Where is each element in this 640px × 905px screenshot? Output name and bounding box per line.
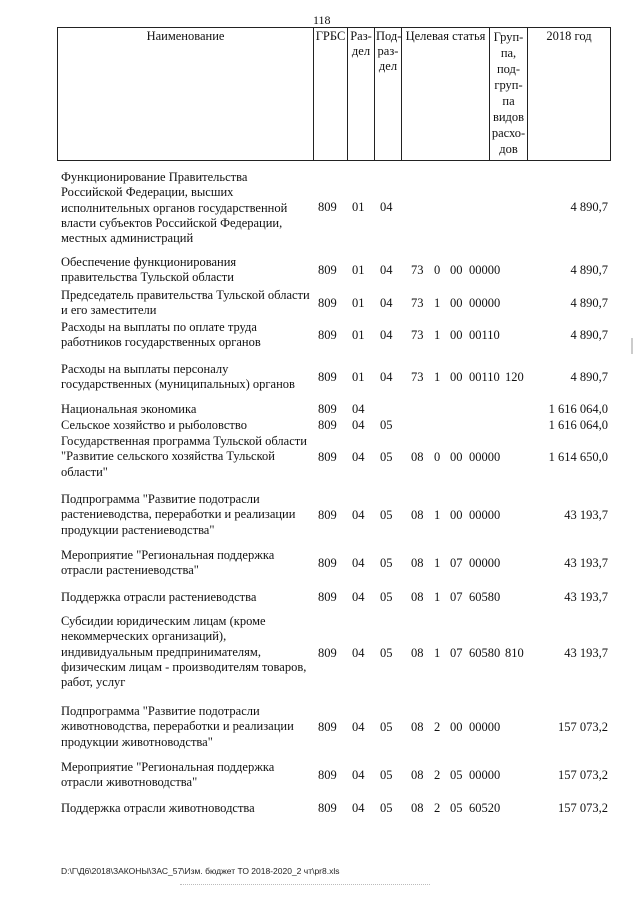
row-name: Сельское хозяйство и рыболовство xyxy=(61,418,247,432)
row-target-subprogram: 1 xyxy=(434,556,441,570)
row-target-program: 08 xyxy=(411,720,424,734)
header-podrazdel: Под- раз- дел xyxy=(375,28,402,161)
row-target-program: 08 xyxy=(411,768,424,782)
row-target-program: 08 xyxy=(411,508,424,522)
row-razdel: 01 xyxy=(352,328,365,342)
row-amount: 4 890,7 xyxy=(570,296,608,310)
row-target-direction: 60520 xyxy=(469,801,501,815)
row-target-program: 73 xyxy=(411,296,424,310)
row-target-event: 05 xyxy=(450,801,463,815)
row-name: Мероприятие "Региональная поддержка отрасли растениеводства" xyxy=(61,548,275,578)
row-amount: 157 073,2 xyxy=(558,720,608,734)
row-amount: 157 073,2 xyxy=(558,768,608,782)
row-target-program: 08 xyxy=(411,556,424,570)
row-amount: 43 193,7 xyxy=(564,590,608,604)
row-target-subprogram: 0 xyxy=(434,450,441,464)
row-target-program: 73 xyxy=(411,328,424,342)
row-podrazdel: 04 xyxy=(380,296,393,310)
row-grbs: 809 xyxy=(318,720,337,734)
row-target-event: 00 xyxy=(450,508,463,522)
row-name: Субсидии юридическим лицам (кроме некоммерческих организаций), индивидуальным предпринимателям, физическим лицам - производителям товаров, работ, услуг xyxy=(61,614,307,690)
row-amount: 1 616 064,0 xyxy=(548,402,608,416)
row-name: Поддержка отрасли растениеводства xyxy=(61,590,257,604)
row-razdel: 01 xyxy=(352,370,365,384)
row-razdel: 04 xyxy=(352,590,365,604)
row-amount: 1 614 650,0 xyxy=(548,450,608,464)
row-podrazdel: 05 xyxy=(380,508,393,522)
row-razdel: 04 xyxy=(352,450,365,464)
row-grbs: 809 xyxy=(318,296,337,310)
row-amount: 43 193,7 xyxy=(564,556,608,570)
row-target-direction: 00000 xyxy=(469,263,501,277)
row-target-event: 00 xyxy=(450,296,463,310)
row-podrazdel: 04 xyxy=(380,200,393,214)
row-target-event: 00 xyxy=(450,370,463,384)
row-razdel: 04 xyxy=(352,418,365,432)
row-grbs: 809 xyxy=(318,450,337,464)
row-razdel: 01 xyxy=(352,263,365,277)
row-podrazdel: 05 xyxy=(380,768,393,782)
row-grbs: 809 xyxy=(318,328,337,342)
row-name: Подпрограмма "Развитие подотрасли животноводства, переработки и реализации продукции животноводства" xyxy=(61,704,294,749)
row-amount: 4 890,7 xyxy=(570,370,608,384)
row-podrazdel: 05 xyxy=(380,720,393,734)
row-amount: 157 073,2 xyxy=(558,801,608,815)
row-name: Обеспечение функционирования правительства Тульской области xyxy=(61,255,237,285)
header-razdel: Раз- дел xyxy=(348,28,375,161)
row-name: Подпрограмма "Развитие подотрасли растениеводства, переработки и реализации продукции растениеводства" xyxy=(61,492,296,537)
row-amount: 4 890,7 xyxy=(570,200,608,214)
row-grbs: 809 xyxy=(318,556,337,570)
row-grbs: 809 xyxy=(318,263,337,277)
row-target-direction: 00110 xyxy=(469,328,500,342)
row-name: Расходы на выплаты по оплате труда работников государственных органов xyxy=(61,320,261,350)
page-number: 118 xyxy=(313,13,331,27)
row-target-program: 08 xyxy=(411,590,424,604)
row-vid: 810 xyxy=(505,646,524,660)
row-target-event: 07 xyxy=(450,556,463,570)
row-grbs: 809 xyxy=(318,508,337,522)
row-amount: 4 890,7 xyxy=(570,263,608,277)
header-target: Целевая статья xyxy=(402,28,490,161)
header-year: 2018 год xyxy=(528,28,611,161)
scan-artifact-line xyxy=(180,884,430,885)
row-target-event: 00 xyxy=(450,720,463,734)
header-name: Наименование xyxy=(58,28,314,161)
row-target-subprogram: 0 xyxy=(434,263,441,277)
row-grbs: 809 xyxy=(318,418,337,432)
row-podrazdel: 05 xyxy=(380,590,393,604)
row-amount: 1 616 064,0 xyxy=(548,418,608,432)
row-target-subprogram: 1 xyxy=(434,328,441,342)
file-path-footer: D:\Г\Д6\2018\ЗАКОНЫ\ЗАС_57\Изм. бюджет ТО 2018-2020_2 чт\pr8.xls xyxy=(61,866,340,876)
row-grbs: 809 xyxy=(318,646,337,660)
row-amount: 43 193,7 xyxy=(564,508,608,522)
row-target-subprogram: 1 xyxy=(434,508,441,522)
row-podrazdel: 05 xyxy=(380,646,393,660)
row-target-subprogram: 1 xyxy=(434,370,441,384)
header-vid: Груп- па, под- груп- па видов расхо- дов xyxy=(490,28,528,161)
row-target-program: 08 xyxy=(411,646,424,660)
row-razdel: 01 xyxy=(352,200,365,214)
row-target-event: 07 xyxy=(450,590,463,604)
row-razdel: 04 xyxy=(352,768,365,782)
row-podrazdel: 05 xyxy=(380,450,393,464)
row-vid: 120 xyxy=(505,370,524,384)
row-name: Председатель правительства Тульской области и его заместители xyxy=(61,288,310,318)
row-target-event: 05 xyxy=(450,768,463,782)
row-grbs: 809 xyxy=(318,402,337,416)
row-grbs: 809 xyxy=(318,200,337,214)
row-target-direction: 00000 xyxy=(469,450,501,464)
row-name: Государственная программа Тульской области "Развитие сельского хозяйства Тульской области" xyxy=(61,434,307,479)
row-target-program: 73 xyxy=(411,263,424,277)
row-target-direction: 60580 xyxy=(469,590,501,604)
row-podrazdel: 05 xyxy=(380,418,393,432)
row-podrazdel: 04 xyxy=(380,370,393,384)
row-target-subprogram: 1 xyxy=(434,296,441,310)
row-name: Функционирование Правительства Российской Федерации, высших исполнительных органов государственной власти субъектов Российской Федерации, местных администраций xyxy=(61,170,288,246)
row-target-subprogram: 2 xyxy=(434,801,441,815)
row-target-subprogram: 2 xyxy=(434,720,441,734)
row-target-direction: 00000 xyxy=(469,720,501,734)
row-grbs: 809 xyxy=(318,590,337,604)
row-target-direction: 00000 xyxy=(469,768,501,782)
row-name: Национальная экономика xyxy=(61,402,197,416)
row-grbs: 809 xyxy=(318,370,337,384)
row-target-subprogram: 1 xyxy=(434,590,441,604)
row-podrazdel: 04 xyxy=(380,328,393,342)
row-podrazdel: 05 xyxy=(380,556,393,570)
row-podrazdel: 05 xyxy=(380,801,393,815)
row-name: Поддержка отрасли животноводства xyxy=(61,801,255,815)
row-grbs: 809 xyxy=(318,801,337,815)
row-razdel: 04 xyxy=(352,556,365,570)
row-amount: 4 890,7 xyxy=(570,328,608,342)
row-target-direction: 00000 xyxy=(469,508,501,522)
row-razdel: 04 xyxy=(352,402,365,416)
row-razdel: 04 xyxy=(352,720,365,734)
row-podrazdel: 04 xyxy=(380,263,393,277)
row-target-event: 00 xyxy=(450,263,463,277)
row-target-direction: 00000 xyxy=(469,556,501,570)
row-target-subprogram: 1 xyxy=(434,646,441,660)
row-grbs: 809 xyxy=(318,768,337,782)
row-target-program: 73 xyxy=(411,370,424,384)
row-razdel: 01 xyxy=(352,296,365,310)
row-target-program: 08 xyxy=(411,801,424,815)
row-target-subprogram: 2 xyxy=(434,768,441,782)
row-name: Расходы на выплаты персоналу государственных (муниципальных) органов xyxy=(61,362,295,392)
row-target-program: 08 xyxy=(411,450,424,464)
header-grbs: ГРБС xyxy=(314,28,348,161)
row-name: Мероприятие "Региональная поддержка отрасли животноводства" xyxy=(61,760,275,790)
row-target-direction: 60580 xyxy=(469,646,501,660)
row-razdel: 04 xyxy=(352,646,365,660)
row-target-event: 00 xyxy=(450,450,463,464)
row-target-direction: 00000 xyxy=(469,296,501,310)
row-target-event: 00 xyxy=(450,328,463,342)
row-target-event: 07 xyxy=(450,646,463,660)
row-amount: 43 193,7 xyxy=(564,646,608,660)
row-target-direction: 00110 xyxy=(469,370,500,384)
row-razdel: 04 xyxy=(352,508,365,522)
row-razdel: 04 xyxy=(352,801,365,815)
scan-artifact-mark xyxy=(631,338,633,354)
